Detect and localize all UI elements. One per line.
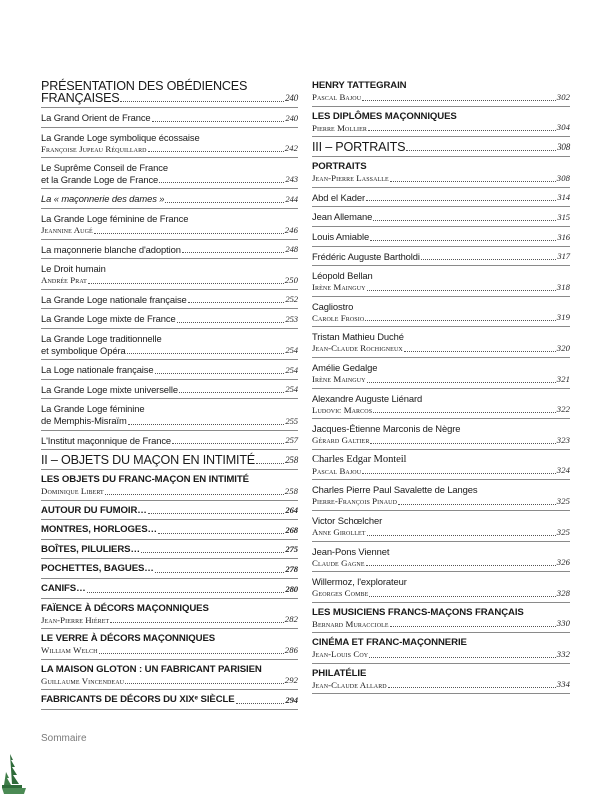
entry-title: Jean-Pons Viennet bbox=[312, 545, 390, 557]
entry-author: Pierre Mollier 304 bbox=[312, 122, 570, 133]
separator-rule bbox=[312, 156, 570, 157]
entry-title: Charles Edgar Monteil bbox=[312, 453, 407, 465]
entry-title: Alexandre Auguste Liénard bbox=[312, 392, 423, 404]
entry-author: Pascal Bajou 302 bbox=[312, 91, 570, 103]
leader-dots bbox=[368, 129, 556, 131]
toc-entry-charles-pierre-paul-savalette-de-langes bbox=[312, 484, 570, 511]
page-number: 292 bbox=[284, 675, 298, 686]
toc-entry-alexandre-auguste-lienard bbox=[312, 393, 570, 420]
toc-entry-portraits bbox=[312, 161, 570, 188]
page-number: 278 bbox=[285, 564, 298, 575]
page-number: 323 bbox=[556, 434, 570, 445]
toc-entry-leopold-bellan bbox=[312, 270, 570, 297]
toc-entry-l-institut-maconnique-de-france bbox=[41, 435, 298, 451]
separator-rule bbox=[41, 379, 298, 380]
separator-rule bbox=[41, 430, 298, 431]
entry-author: Françoise Jupeau Réquillard 242 bbox=[41, 143, 298, 154]
leader-dots bbox=[398, 503, 556, 505]
leader-dots bbox=[373, 219, 556, 221]
separator-rule bbox=[312, 265, 570, 266]
separator-rule bbox=[312, 296, 570, 297]
toc-entry-le-droit-humain bbox=[41, 263, 298, 290]
toc-entry-les-diplomes-maconniques bbox=[312, 111, 570, 138]
toc-entry-boites-piluliers bbox=[41, 544, 298, 560]
entry-title: Amélie Gedalge bbox=[312, 361, 378, 373]
separator-rule bbox=[41, 598, 298, 599]
leader-dots bbox=[88, 282, 284, 284]
page-number: 240 bbox=[285, 93, 298, 103]
separator-rule bbox=[41, 308, 298, 309]
page-number: 275 bbox=[285, 544, 298, 555]
separator-rule bbox=[41, 519, 298, 520]
entry-title: FABRICANTS DE DÉCORS DU XIXᵉ SIÈCLE 294 bbox=[41, 694, 298, 706]
leader-dots bbox=[367, 534, 556, 536]
entry-title: Louis Amiable 316 bbox=[312, 230, 570, 242]
toc-entry-la-maison-gloton-un-fabricant-parisien bbox=[41, 664, 298, 691]
page-number: 255 bbox=[285, 415, 298, 426]
entry-author: Pascal Bajou 324 bbox=[312, 465, 570, 476]
tree-ornament-icon bbox=[2, 752, 28, 796]
entry-author: Jean-Pierre Lassalle 308 bbox=[312, 172, 570, 184]
separator-rule bbox=[41, 689, 298, 690]
entry-title: LE VERRE À DÉCORS MAÇONNIQUES bbox=[41, 633, 216, 645]
toc-entry-le-verre-a-decors-maconniques bbox=[41, 633, 298, 660]
entry-author: Irène Mainguy 318 bbox=[312, 281, 570, 293]
entry-title: Jean Allemane 315 bbox=[312, 211, 570, 223]
entry-author: Pierre-François Pinaud 325 bbox=[312, 495, 570, 507]
entry-title: de Memphis-Misraïm 255 bbox=[41, 414, 298, 426]
toc-entry-frederic-auguste-bartholdi bbox=[312, 251, 570, 267]
entry-title: LA MAISON GLOTON : UN FABRICANT PARISIEN bbox=[41, 663, 262, 675]
leader-dots bbox=[406, 149, 556, 151]
page-number: 282 bbox=[284, 614, 298, 625]
page-number: 254 bbox=[285, 345, 298, 356]
page-number: 254 bbox=[285, 384, 298, 395]
toc-entry-la-maconnerie-des-dames bbox=[41, 193, 298, 209]
toc-entry-canifs bbox=[41, 583, 298, 599]
section-heading-ii-objets-du-macon-en-intimite bbox=[41, 454, 298, 470]
page-number: 286 bbox=[284, 644, 298, 655]
leader-dots bbox=[87, 591, 285, 593]
toc-entry-pochettes-bagues bbox=[41, 563, 298, 579]
page-number: 324 bbox=[556, 465, 570, 476]
entry-title: MONTRES, HORLOGES… 268 bbox=[41, 524, 298, 536]
toc-entry-la-grande-loge-traditionnelle-et-symboli bbox=[41, 333, 298, 360]
leader-dots bbox=[148, 512, 285, 514]
leader-dots bbox=[155, 372, 285, 374]
separator-rule bbox=[41, 107, 298, 108]
entry-title: Jacques-Étienne Marconis de Nègre bbox=[312, 423, 461, 435]
entry-author: Jean-Pierre Hiéret 282 bbox=[41, 614, 298, 625]
separator-rule bbox=[312, 357, 570, 358]
toc-entry-philatelie bbox=[312, 668, 570, 695]
toc-entry-la-loge-nationale-francaise bbox=[41, 364, 298, 380]
page-number: 304 bbox=[556, 122, 570, 133]
toc-entry-la-grande-loge-feminine-de-france bbox=[41, 213, 298, 240]
entry-title: LES DIPLÔMES MAÇONNIQUES bbox=[312, 110, 457, 122]
toc-entry-cinema-et-franc-maconnerie bbox=[312, 637, 570, 664]
entry-title: CANIFS… 280 bbox=[41, 583, 298, 595]
page-number: 317 bbox=[557, 251, 570, 262]
entry-author: William Welch 286 bbox=[41, 644, 298, 656]
leader-dots bbox=[125, 682, 284, 684]
separator-rule bbox=[41, 558, 298, 559]
toc-column-left bbox=[41, 80, 298, 714]
leader-dots bbox=[362, 99, 556, 101]
leader-dots bbox=[179, 391, 284, 393]
separator-rule bbox=[312, 136, 570, 137]
leader-dots bbox=[148, 150, 284, 152]
entry-author: Claude Gagne 326 bbox=[312, 557, 570, 568]
entry-title: Cagliostro bbox=[312, 300, 354, 312]
leader-dots bbox=[155, 571, 285, 573]
leader-dots bbox=[369, 595, 555, 597]
entry-author: Anne Girollet 325 bbox=[312, 526, 570, 537]
entry-author: Guillaume Vincendeau 292 bbox=[41, 675, 298, 686]
toc-entry-tristan-mathieu-duche bbox=[312, 331, 570, 358]
separator-rule bbox=[312, 571, 570, 572]
entry-title: et la Grande Loge de France 243 bbox=[41, 173, 298, 185]
separator-rule bbox=[41, 709, 298, 710]
toc-entry-abd-el-kader bbox=[312, 192, 570, 208]
entry-author: Jean-Louis Coy 332 bbox=[312, 648, 570, 660]
leader-dots bbox=[165, 201, 284, 203]
entry-author: Andrée Prat 250 bbox=[41, 274, 298, 286]
leader-dots bbox=[404, 350, 556, 352]
leader-dots bbox=[256, 462, 284, 464]
page-number: 330 bbox=[556, 618, 570, 629]
entry-title: CINÉMA ET FRANC-MAÇONNERIE bbox=[312, 637, 467, 649]
page-number: 280 bbox=[285, 583, 298, 594]
leader-dots bbox=[152, 120, 285, 122]
entry-title: LES OBJETS DU FRANC-MAÇON EN INTIMITÉ bbox=[41, 474, 249, 486]
leader-dots bbox=[369, 656, 556, 658]
leader-dots bbox=[421, 258, 557, 260]
leader-dots bbox=[105, 493, 284, 495]
page-number: 242 bbox=[284, 143, 298, 154]
page-number: 320 bbox=[556, 342, 570, 353]
page-number: 244 bbox=[285, 193, 298, 204]
entry-title: La Grande Loge traditionnelle bbox=[41, 332, 162, 344]
page-number: 308 bbox=[557, 142, 570, 153]
separator-rule bbox=[312, 418, 570, 419]
separator-rule bbox=[41, 289, 298, 290]
separator-rule bbox=[41, 449, 298, 450]
section-title-line: III – PORTRAITS 308 bbox=[312, 140, 570, 155]
page-number: 252 bbox=[285, 294, 298, 305]
entry-title: Tristan Mathieu Duché bbox=[312, 331, 404, 343]
separator-rule bbox=[312, 693, 570, 694]
entry-title: HENRY TATTEGRAIN bbox=[312, 80, 407, 91]
entry-title: Léopold Bellan bbox=[312, 270, 373, 282]
leader-dots bbox=[365, 319, 556, 321]
page-number: 246 bbox=[284, 224, 298, 235]
leader-dots bbox=[128, 423, 285, 425]
toc-entry-le-supreme-conseil-de-france-et-la-grand bbox=[41, 162, 298, 189]
separator-rule bbox=[41, 258, 298, 259]
entry-author: Ludovic Marcos 322 bbox=[312, 404, 570, 415]
entry-title: POCHETTES, BAGUES… 278 bbox=[41, 563, 298, 575]
leader-dots bbox=[177, 321, 285, 323]
separator-rule bbox=[41, 539, 298, 540]
toc-column-right bbox=[312, 80, 570, 698]
page-number: 308 bbox=[556, 172, 570, 183]
entry-title: AUTOUR DU FUMOIR… 264 bbox=[41, 504, 298, 516]
leader-dots bbox=[366, 564, 556, 566]
page-number: 321 bbox=[556, 373, 570, 384]
page-number: 314 bbox=[557, 192, 570, 203]
separator-rule bbox=[41, 239, 298, 240]
section-title-line: FRANÇAISES 240 bbox=[41, 91, 298, 105]
toc-entry-louis-amiable bbox=[312, 231, 570, 247]
page-number: 319 bbox=[556, 312, 570, 323]
separator-rule bbox=[41, 157, 298, 158]
page-number: 302 bbox=[556, 91, 570, 102]
leader-dots bbox=[367, 289, 556, 291]
leader-dots bbox=[110, 621, 284, 623]
entry-title: Victor Schœlcher bbox=[312, 514, 383, 526]
page-number: 257 bbox=[285, 435, 298, 446]
leader-dots bbox=[182, 251, 285, 253]
entry-title: Abd el Kader 314 bbox=[312, 191, 570, 203]
page-number: 240 bbox=[285, 112, 298, 123]
page-number: 325 bbox=[556, 526, 570, 537]
entry-author: Georges Combe 328 bbox=[312, 587, 570, 599]
separator-rule bbox=[312, 187, 570, 188]
separator-rule bbox=[312, 510, 570, 511]
toc-entry-fabricants-de-decors-du-xix-siecle bbox=[41, 694, 298, 710]
separator-rule bbox=[41, 127, 298, 128]
entry-title: La Grande Loge mixte universelle 254 bbox=[41, 383, 298, 395]
toc-entry-montres-horloges bbox=[41, 524, 298, 540]
entry-title: La Grande Loge symbolique écossaise bbox=[41, 131, 200, 143]
section-title-line: II – OBJETS DU MAÇON EN INTIMITÉ 258 bbox=[41, 453, 298, 468]
page-number: 316 bbox=[557, 231, 570, 242]
separator-rule bbox=[41, 328, 298, 329]
separator-rule bbox=[312, 226, 570, 227]
entry-title: La Grande Loge mixte de France 253 bbox=[41, 313, 298, 325]
toc-entry-autour-du-fumoir bbox=[41, 505, 298, 521]
entry-title: La maçonnerie blanche d'adoption 248 bbox=[41, 243, 298, 255]
toc-entry-les-objets-du-franc-macon-en-intimite bbox=[41, 474, 298, 501]
entry-title: LES MUSICIENS FRANCS-MAÇONS FRANÇAIS bbox=[312, 606, 524, 618]
entry-title: La « maçonnerie des dames » 244 bbox=[41, 193, 298, 205]
leader-dots bbox=[373, 411, 556, 413]
entry-title: La Grande Loge féminine bbox=[41, 403, 145, 415]
page-number: 326 bbox=[556, 557, 570, 568]
leader-dots bbox=[159, 181, 284, 183]
separator-rule bbox=[312, 479, 570, 480]
toc-entry-cagliostro bbox=[312, 301, 570, 328]
separator-rule bbox=[41, 359, 298, 360]
leader-dots bbox=[158, 532, 284, 534]
separator-rule bbox=[312, 632, 570, 633]
page-number: 325 bbox=[556, 495, 570, 506]
entry-title: Charles Pierre Paul Savalette de Langes bbox=[312, 484, 478, 496]
leader-dots bbox=[370, 442, 555, 444]
entry-title: Le Suprême Conseil de France bbox=[41, 162, 168, 174]
entry-title: Willermoz, l'explorateur bbox=[312, 576, 407, 588]
page-number: 258 bbox=[285, 455, 298, 466]
entry-author: Irène Mainguy 321 bbox=[312, 373, 570, 385]
toc-entry-la-grande-loge-mixte-universelle bbox=[41, 384, 298, 400]
section-heading-presentation-des-obediences-francaises bbox=[41, 80, 298, 108]
page-number: 258 bbox=[284, 485, 298, 496]
toc-entry-les-musiciens-francs-macons-francais bbox=[312, 607, 570, 634]
entry-author: Dominique Libert 258 bbox=[41, 485, 298, 497]
separator-rule bbox=[312, 106, 570, 107]
separator-rule bbox=[312, 541, 570, 542]
page-number: 318 bbox=[556, 281, 570, 292]
toc-entry-victor-sch-lcher bbox=[312, 515, 570, 542]
toc-entry-jacques-etienne-marconis-de-negre bbox=[312, 423, 570, 450]
leader-dots bbox=[94, 232, 284, 234]
separator-rule bbox=[41, 208, 298, 209]
separator-rule bbox=[312, 388, 570, 389]
entry-title: BOÎTES, PILULIERS… 275 bbox=[41, 543, 298, 555]
leader-dots bbox=[120, 100, 284, 102]
toc-entry-willermoz-l-explorateur bbox=[312, 576, 570, 603]
section-heading-iii-portraits bbox=[312, 141, 570, 157]
entry-author: Jeannine Augé 246 bbox=[41, 224, 298, 236]
toc-entry-charles-edgar-monteil bbox=[312, 454, 570, 481]
toc-entry-la-maconnerie-blanche-d-adoption bbox=[41, 244, 298, 260]
separator-rule bbox=[41, 188, 298, 189]
page-number: 334 bbox=[556, 679, 570, 690]
entry-author: Jean-Claude Allard 334 bbox=[312, 679, 570, 690]
toc-entry-henry-tattegrain bbox=[312, 80, 570, 107]
page-number: 294 bbox=[285, 695, 298, 706]
page-number: 253 bbox=[285, 313, 298, 324]
toc-entry-jean-pons-viennet bbox=[312, 546, 570, 573]
toc-entry-amelie-gedalge bbox=[312, 362, 570, 389]
leader-dots bbox=[172, 442, 284, 444]
entry-author: Bernard Muracciole 330 bbox=[312, 618, 570, 629]
separator-rule bbox=[41, 469, 298, 470]
separator-rule bbox=[312, 206, 570, 207]
leader-dots bbox=[127, 352, 285, 354]
page-number: 332 bbox=[556, 648, 570, 659]
leader-dots bbox=[141, 551, 284, 553]
entry-title: et symbolique Opéra 254 bbox=[41, 344, 298, 356]
entry-author: Carole Frosio 319 bbox=[312, 312, 570, 323]
separator-rule bbox=[41, 659, 298, 660]
separator-rule bbox=[312, 663, 570, 664]
page-number: 328 bbox=[556, 587, 570, 598]
entry-title: Le Droit humain bbox=[41, 263, 106, 275]
page-number: 268 bbox=[285, 524, 298, 535]
entry-author: Jean-Claude Rochigneux 320 bbox=[312, 342, 570, 354]
leader-dots bbox=[390, 625, 556, 627]
entry-title: L'Institut maçonnique de France 257 bbox=[41, 434, 298, 446]
toc-entry-la-grande-loge-symbolique-ecossaise bbox=[41, 132, 298, 159]
leader-dots bbox=[99, 652, 284, 654]
entry-title: Frédéric Auguste Bartholdi 317 bbox=[312, 250, 570, 262]
entry-title: PORTRAITS bbox=[312, 161, 367, 173]
page-number: 250 bbox=[284, 274, 298, 285]
entry-title: La Grand Orient de France 240 bbox=[41, 112, 298, 123]
separator-rule bbox=[41, 500, 298, 501]
toc-entry-faience-a-decors-maconniques bbox=[41, 603, 298, 630]
page-number: 322 bbox=[556, 404, 570, 415]
page-number: 264 bbox=[285, 505, 298, 516]
toc-entry-la-grande-loge-nationale-francaise bbox=[41, 294, 298, 310]
separator-rule bbox=[41, 578, 298, 579]
toc-entry-la-grande-loge-mixte-de-france bbox=[41, 313, 298, 329]
entry-title: PHILATÉLIE bbox=[312, 667, 367, 679]
section-title-line: PRÉSENTATION DES OBÉDIENCES bbox=[41, 79, 248, 93]
leader-dots bbox=[370, 239, 556, 241]
toc-entry-jean-allemane bbox=[312, 211, 570, 227]
leader-dots bbox=[188, 301, 285, 303]
separator-rule bbox=[312, 246, 570, 247]
leader-dots bbox=[236, 702, 285, 704]
page-number: 243 bbox=[285, 174, 298, 185]
separator-rule bbox=[312, 602, 570, 603]
separator-rule bbox=[312, 449, 570, 450]
leader-dots bbox=[362, 472, 556, 474]
separator-rule bbox=[41, 628, 298, 629]
toc-entry-la-grand-orient-de-france bbox=[41, 112, 298, 128]
entry-title: La Grande Loge féminine de France bbox=[41, 212, 189, 224]
entry-author: Gérard Galtier 323 bbox=[312, 434, 570, 446]
page-number: 254 bbox=[285, 364, 298, 375]
leader-dots bbox=[367, 381, 556, 383]
leader-dots bbox=[366, 199, 556, 201]
page-number: 248 bbox=[285, 244, 298, 255]
footer-label: Sommaire bbox=[41, 733, 87, 744]
leader-dots bbox=[390, 180, 556, 182]
entry-title: La Grande Loge nationale française 252 bbox=[41, 293, 298, 305]
separator-rule bbox=[41, 398, 298, 399]
entry-title: FAÏENCE À DÉCORS MAÇONNIQUES bbox=[41, 602, 209, 614]
entry-title: La Loge nationale française 254 bbox=[41, 364, 298, 376]
separator-rule bbox=[312, 326, 570, 327]
page-number: 315 bbox=[557, 211, 570, 222]
toc-entry-la-grande-loge-feminine-de-memphis-misra bbox=[41, 403, 298, 430]
leader-dots bbox=[388, 686, 556, 688]
